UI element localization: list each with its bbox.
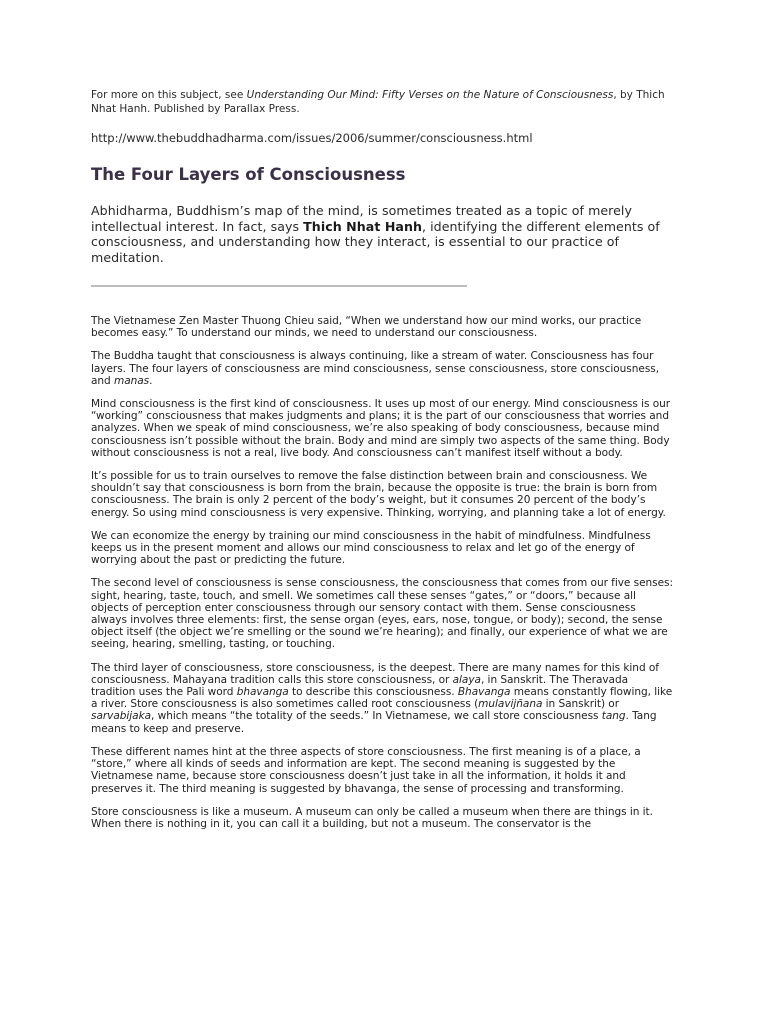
term-bhavanga-2: Bhavanga [457, 686, 511, 699]
intro-text-before: Abhidharma, Buddhism’s map of the mind, is sometimes treated as a topic of merely intellectual interest. In fact, says [91, 203, 632, 234]
paragraph-3: Mind consciousness is the first kind of consciousness. It uses up most of our energy. Mind consciousness is our “working” consciousness that makes judgments and plans; it is the part of our consciousness that worries and analyzes. When we speak of mind consciousness, we’re also speaking of body consciousness, because mind consciousness isn’t possible without the brain. Body and mind are simply two aspects of the same thing. Body without consciousness is not a real, live body. And consciousness can’t manifest itself without a body. [91, 398, 671, 459]
section-divider [91, 285, 467, 287]
source-url: http://www.thebuddhadharma.com/issues/2006/summer/consciousness.html [91, 131, 533, 145]
article-title: The Four Layers of Consciousness [91, 165, 406, 184]
paragraph-4: It’s possible for us to train ourselves to remove the false distinction between brain and consciousness. We shouldn’t say that consciousness is born from the brain, because the opposite is true: the brain is born from consciousness. The brain is only 2 percent of the body’s weight, but it consumes 20 percent of the body’s energy. So using mind consciousness is very expensive. Thinking, worrying, and planning take a lot of energy. [91, 470, 666, 519]
term-bhavanga: bhavanga [236, 686, 289, 699]
paragraph-7 [91, 662, 673, 735]
paragraph-7-text-b: , in Sanskrit. The Theravada tradition uses the Pali word [91, 673, 629, 699]
paragraph-7-text-g: . Tang means to keep and preserve. [91, 710, 657, 735]
term-manas: manas [114, 374, 150, 387]
intro-author: Thich Nhat Hanh [303, 218, 422, 234]
term-alaya: alaya [452, 673, 481, 686]
document-page [91, 88, 673, 841]
paragraph-2 [91, 350, 673, 387]
term-sarvabijaka: sarvabijaka [91, 710, 152, 723]
book-title: Understanding Our Mind: Fifty Verses on the Nature of Consciousness [246, 89, 614, 101]
paragraph-6: The second level of consciousness is sense consciousness, the consciousness that comes from our five senses: sight, hearing, taste, touch, and smell. We sometimes call these senses “gates,” or “doors,” because all objects of perception enter consciousness through our sensory contact with them. Sense consciousness always involves three elements: first, the sense organ (eyes, ears, nose, tongue, or body); second, the sense object itself (the object we’re smelling or the sound we’re hearing); and finally, our experience of what we are seeing, hearing, smelling, tasting, or touching. [91, 577, 673, 651]
book-credit [91, 88, 673, 116]
intro-text-after: , identifying the different elements of consciousness, and understanding how they interact, is essential to our practice of meditation. [91, 218, 660, 265]
paragraph-7-text-a: The third layer of consciousness, store consciousness, is the deepest. There are many names for this kind of consciousness. Mahayana tradition calls this store consciousness, or [91, 661, 659, 686]
article-body [91, 315, 673, 830]
paragraph-2-text: The Buddha taught that consciousness is always continuing, like a stream of water. Consciousness has four layers. The four layers of consciousness are mind consciousness, sense consciousness, store consciousness, and [91, 350, 660, 387]
term-mulavijnana: mulavijñana [478, 698, 543, 711]
paragraph-2-end: . [149, 374, 153, 387]
paragraph-9: Store consciousness is like a museum. A museum can only be called a museum when there are things in it. When there is nothing in it, you can call it a building, but not a museum. The conservator is the [91, 805, 653, 830]
paragraph-1: The Vietnamese Zen Master Thuong Chieu said, “When we understand how our mind works, our practice becomes easy.” To understand our minds, we need to understand our consciousness. [91, 315, 642, 340]
paragraph-7-text-f: , which means “the totality of the seeds.” In Vietnamese, we call store consciousness [151, 710, 602, 723]
paragraph-8: These different names hint at the three aspects of store consciousness. The first meaning is of a place, a “store,” where all kinds of seeds and information are kept. The second meaning is suggested by the Vietnamese name, because store consciousness doesn’t just take in all the information, it holds it and preserves it. The third meaning is suggested by bhavanga, the sense of processing and transforming. [91, 745, 641, 795]
credit-prefix: For more on this subject, see [91, 89, 247, 101]
paragraph-7-text-c: to describe this consciousness. [288, 686, 458, 699]
paragraph-7-text-d: means constantly flowing, like a river. Store consciousness is also sometimes called root consciousness ( [91, 686, 673, 711]
paragraph-5: We can economize the energy by training our mind consciousness in the habit of mindfulness. Mindfulness keeps us in the present moment and allows our mind consciousness to relax and let go of the energy of worrying about the past or predicting the future. [91, 529, 651, 567]
credit-suffix: , by Thich Nhat Hanh. Published by Parallax Press. [91, 89, 665, 115]
term-tang: tang [601, 710, 626, 723]
article-intro [91, 203, 673, 265]
paragraph-7-text-e: in Sanskrit) or [542, 698, 619, 711]
